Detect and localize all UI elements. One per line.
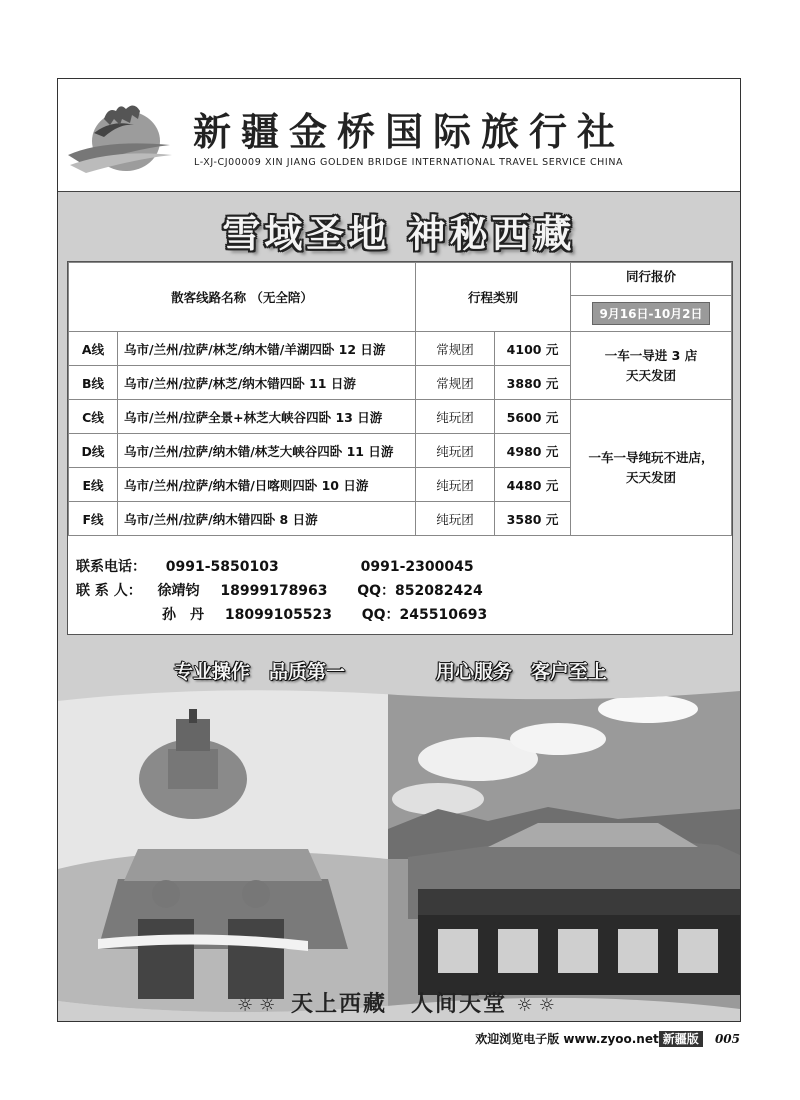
footer-url[interactable]: www.zyoo.net bbox=[563, 1032, 659, 1046]
route-code: F线 bbox=[69, 502, 118, 536]
company-name: 新疆金桥国际旅行社 bbox=[193, 110, 626, 154]
regular-group-note bbox=[571, 332, 732, 400]
route-name: 乌市/兰州/拉萨/纳木错/林芝大峡谷四卧 11 日游 bbox=[118, 434, 416, 468]
phone-number-1: 0991-5850103 bbox=[165, 559, 279, 575]
page-number: 005 bbox=[714, 1032, 740, 1046]
table-header-row bbox=[69, 263, 732, 332]
col-type-header: 行程类别 bbox=[416, 263, 571, 332]
route-type: 常规团 bbox=[416, 366, 495, 400]
route-code: A线 bbox=[69, 332, 118, 366]
route-type: 常规团 bbox=[416, 332, 495, 366]
sun-icon: ☼☼ bbox=[516, 995, 561, 1016]
route-type: 纯玩团 bbox=[416, 468, 495, 502]
quote-title: 同行报价 bbox=[571, 263, 731, 296]
route-type: 纯玩团 bbox=[416, 434, 495, 468]
contact-phone-line bbox=[76, 556, 474, 576]
route-code: B线 bbox=[69, 366, 118, 400]
pure-note-line1: 一车一导纯玩不进店， bbox=[588, 449, 714, 465]
route-name: 乌市/兰州/拉萨全景+林芝大峡谷四卧 13 日游 bbox=[118, 400, 416, 434]
route-price: 3580 元 bbox=[495, 502, 571, 536]
routes-panel bbox=[67, 261, 733, 635]
tibet-photo-collage bbox=[58, 689, 740, 1021]
service-slogan-right: 用心服务 客户至上 bbox=[436, 661, 608, 683]
tagline-text: 天上西藏 人间天堂 bbox=[290, 992, 507, 1017]
phone-label: 联系电话： bbox=[76, 559, 146, 575]
col-quote-header bbox=[571, 263, 732, 332]
sun-icon: ☼☼ bbox=[237, 995, 282, 1016]
route-name: 乌市/兰州/拉萨/林芝/纳木错四卧 11 日游 bbox=[118, 366, 416, 400]
route-price: 3880 元 bbox=[495, 366, 571, 400]
route-name: 乌市/兰州/拉萨/纳木错四卧 8 日游 bbox=[118, 502, 416, 536]
header bbox=[58, 79, 740, 192]
route-price: 5600 元 bbox=[495, 400, 571, 434]
route-name: 乌市/兰州/拉萨/纳木错/日喀则四卧 10 日游 bbox=[118, 468, 416, 502]
pure-group-note bbox=[571, 400, 732, 536]
route-code: E线 bbox=[69, 468, 118, 502]
person-1-phone: 18999178963 bbox=[220, 583, 328, 599]
footer bbox=[475, 1030, 740, 1047]
person-2-qq: QQ：245510693 bbox=[361, 607, 488, 623]
footer-edition: 新疆版 bbox=[659, 1031, 703, 1047]
person-1-name: 徐靖钧 bbox=[157, 583, 200, 599]
col-route-header: 散客线路名称 （无全陪） bbox=[69, 263, 416, 332]
service-slogan-left: 专业操作 品质第一 bbox=[174, 661, 346, 683]
footer-label: 欢迎浏览电子版 bbox=[475, 1032, 560, 1046]
phone-number-2: 0991-2300045 bbox=[360, 559, 474, 575]
regular-note-line1: 一车一导进 3 店 bbox=[604, 347, 698, 363]
headline: 雪域圣地 神秘西藏 bbox=[222, 211, 576, 256]
route-name: 乌市/兰州/拉萨/林芝/纳木错/羊湖四卧 12 日游 bbox=[118, 332, 416, 366]
contact-person-line-2 bbox=[162, 604, 487, 624]
regular-note-line2: 天天发团 bbox=[625, 367, 676, 383]
route-code: C线 bbox=[69, 400, 118, 434]
route-price: 4980 元 bbox=[495, 434, 571, 468]
person-2-name: 孙 丹 bbox=[162, 607, 204, 623]
page-frame bbox=[57, 78, 741, 1022]
person-1-qq: QQ：852082424 bbox=[357, 583, 483, 599]
route-type: 纯玩团 bbox=[416, 502, 495, 536]
route-type: 纯玩团 bbox=[416, 400, 495, 434]
table-row bbox=[69, 332, 732, 366]
company-name-en: L-XJ-CJ00009 XIN JIANG GOLDEN BRIDGE INTERNATIONAL TRAVEL SERVICE CHINA bbox=[194, 157, 624, 168]
person-label: 联 系 人： bbox=[76, 583, 142, 599]
person-2-phone: 18099105523 bbox=[224, 607, 333, 623]
route-price: 4480 元 bbox=[495, 468, 571, 502]
table-row bbox=[69, 400, 732, 434]
pure-note-line2: 天天发团 bbox=[625, 469, 676, 485]
tagline bbox=[58, 987, 740, 1018]
company-logo-icon bbox=[64, 89, 176, 179]
routes-table bbox=[68, 262, 732, 536]
date-range-badge: 9月16日-10月2日 bbox=[592, 302, 709, 325]
contact-person-line-1 bbox=[76, 580, 483, 600]
route-price: 4100 元 bbox=[495, 332, 571, 366]
route-code: D线 bbox=[69, 434, 118, 468]
